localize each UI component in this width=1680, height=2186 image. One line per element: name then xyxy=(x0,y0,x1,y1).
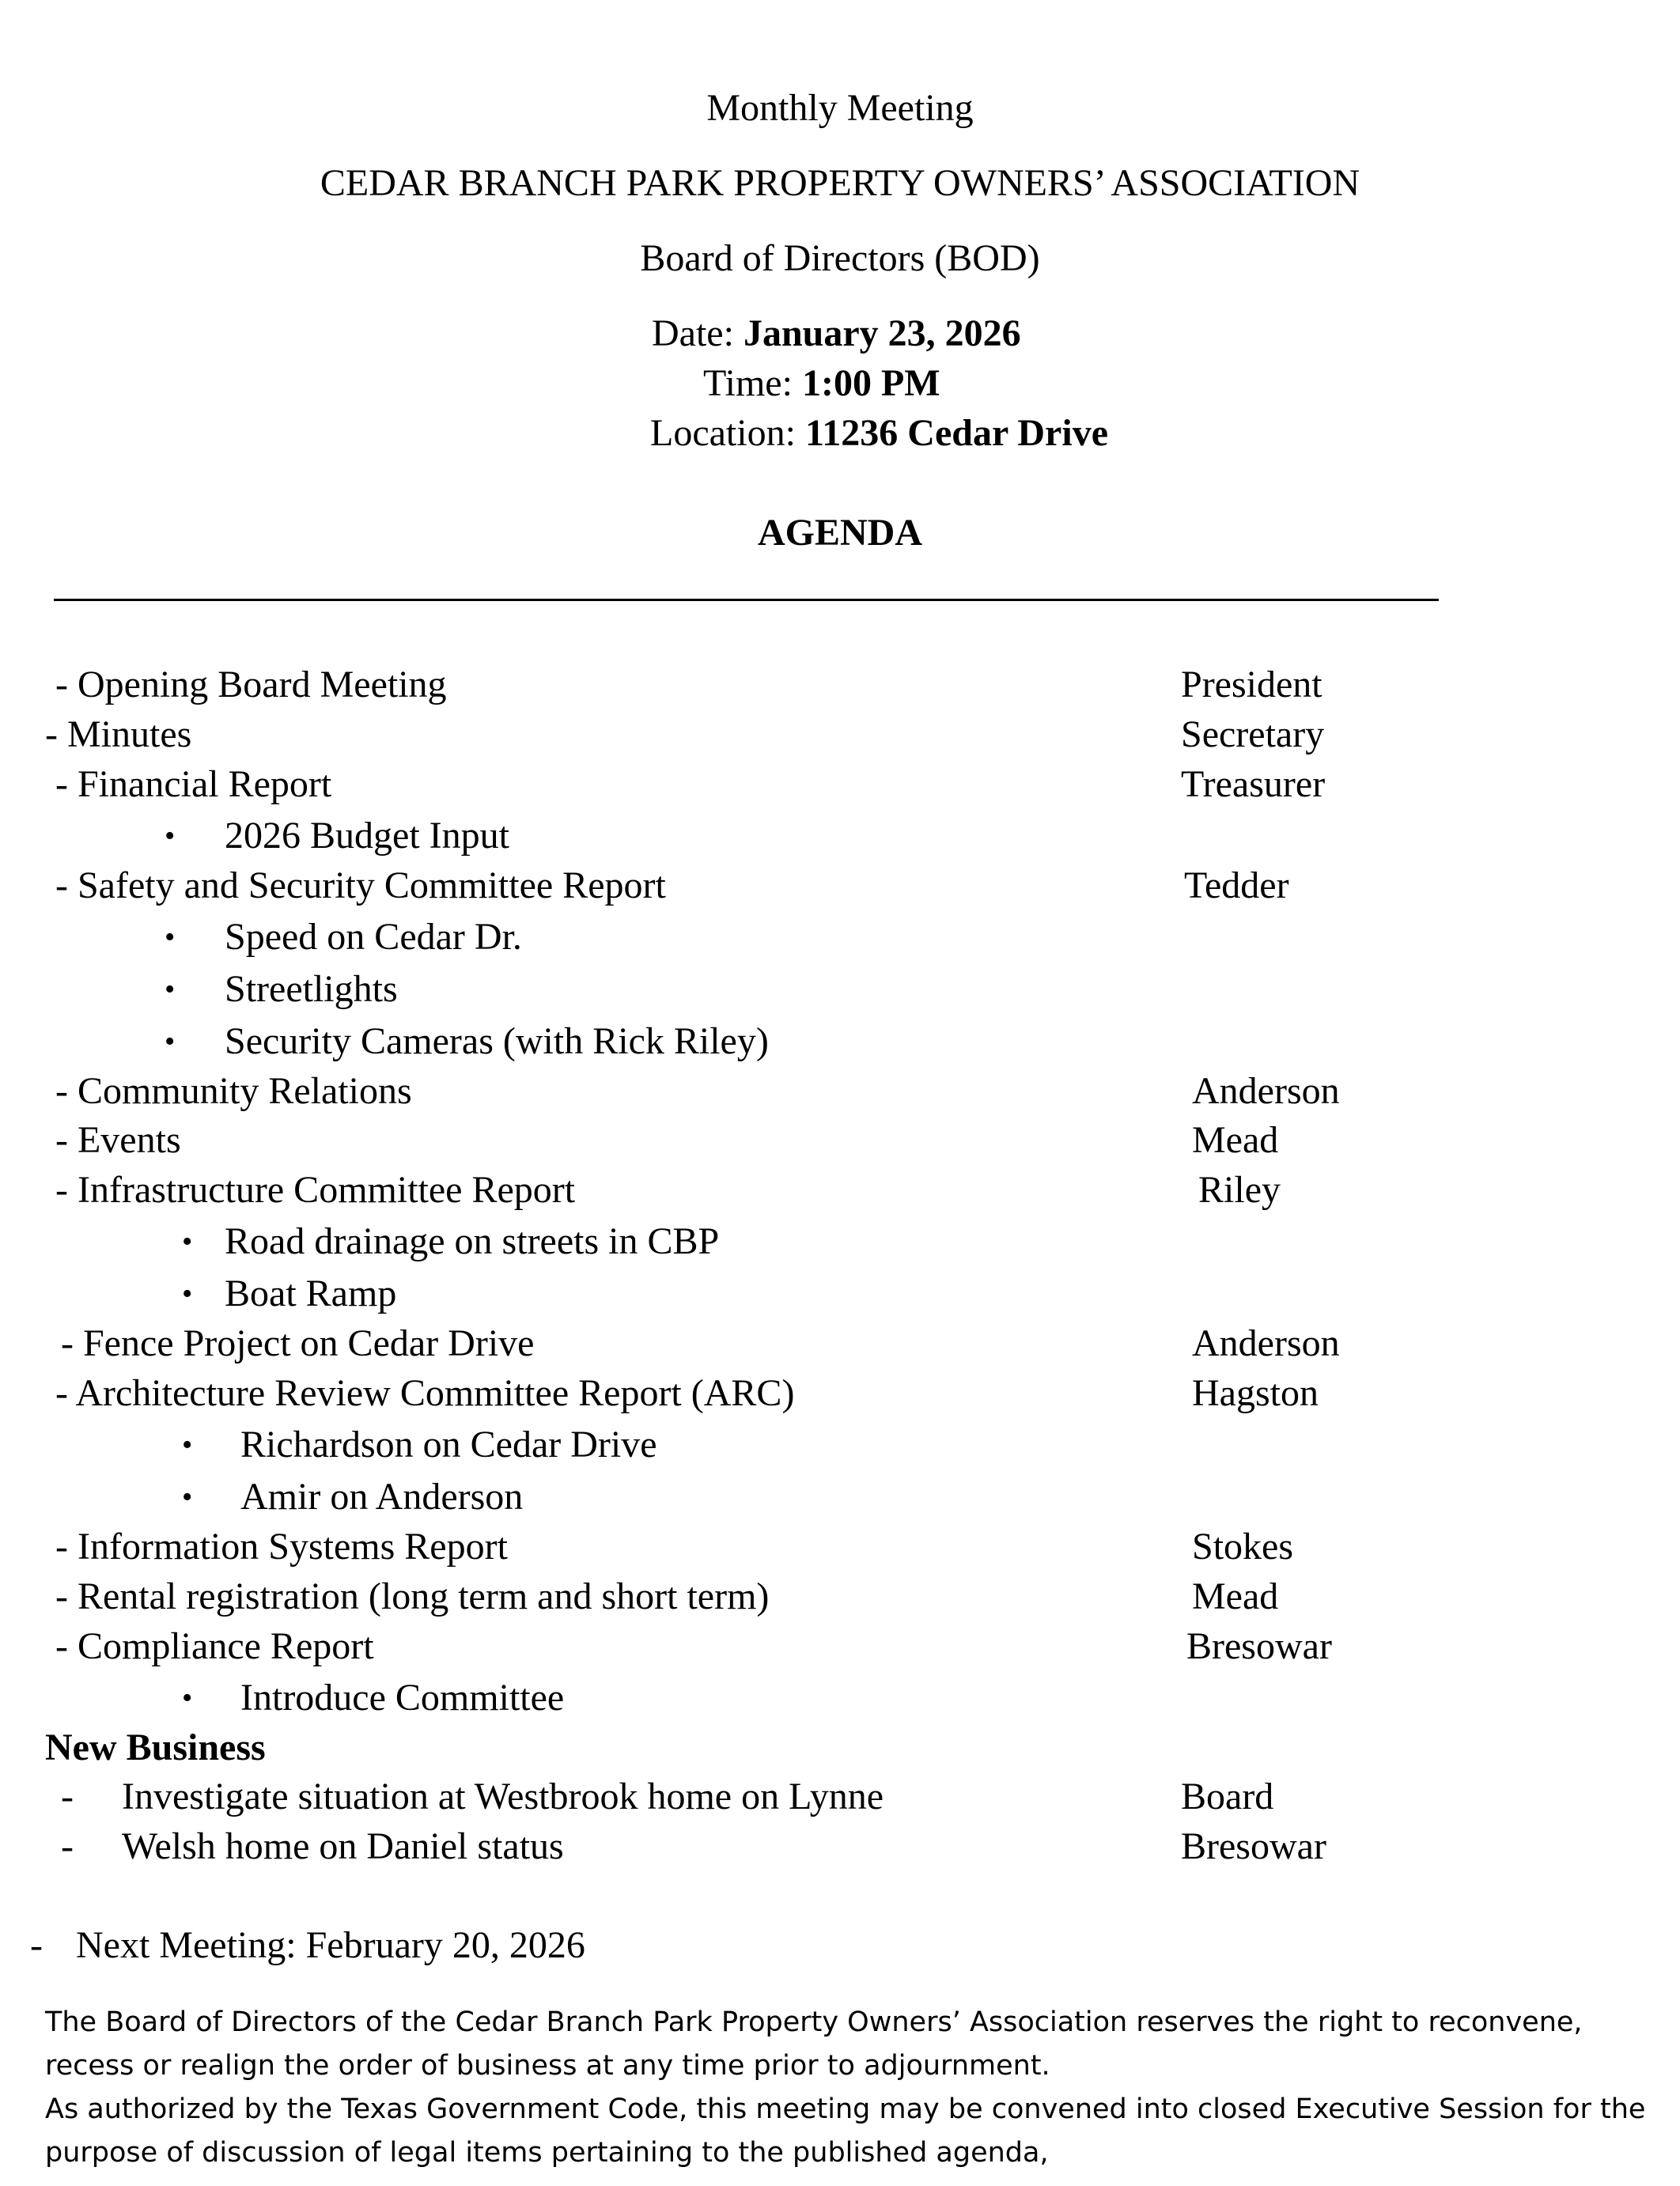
new-business-dash: - xyxy=(61,1825,74,1867)
presenter-welsh: Bresowar xyxy=(1181,1825,1326,1867)
header-divider xyxy=(54,599,1439,601)
sub-item-drainage: Road drainage on streets in CBP xyxy=(225,1220,720,1262)
association-name: CEDAR BRANCH PARK PROPERTY OWNERS’ ASSOCIATION xyxy=(320,162,1360,204)
presenter-events: Mead xyxy=(1192,1119,1279,1161)
bullet-marker: • xyxy=(165,973,176,1006)
meeting-location xyxy=(650,414,1108,452)
new-business-item-westbrook: Investigate situation at Westbrook home on Lynne xyxy=(122,1776,884,1817)
presenter-minutes: Secretary xyxy=(1181,713,1325,755)
sub-item-budget: 2026 Budget Input xyxy=(225,815,509,857)
sub-item-cameras: Security Cameras (with Rick Riley) xyxy=(225,1020,769,1062)
agenda-item-infrastructure: - Infrastructure Committee Report xyxy=(55,1169,576,1211)
bullet-marker: • xyxy=(182,1277,193,1310)
date-value: January 23, 2026 xyxy=(743,312,1021,354)
agenda-item-minutes: - Minutes xyxy=(45,713,192,755)
location-value: 11236 Cedar Drive xyxy=(804,412,1108,454)
bullet-marker: • xyxy=(182,1481,193,1514)
presenter-financial: Treasurer xyxy=(1181,763,1326,805)
bullet-marker: • xyxy=(165,921,176,954)
agenda-item-safety: - Safety and Security Committee Report xyxy=(55,864,666,906)
bullet-marker: • xyxy=(182,1681,193,1715)
bullet-marker: • xyxy=(182,1225,193,1258)
agenda-item-arc: - Architecture Review Committee Report (ARC) xyxy=(55,1372,795,1414)
presenter-westbrook: Board xyxy=(1181,1776,1274,1817)
presenter-safety: Tedder xyxy=(1184,864,1289,906)
new-business-dash: - xyxy=(61,1776,74,1817)
agenda-item-opening: - Opening Board Meeting xyxy=(55,664,447,705)
agenda-item-rental: - Rental registration (long term and short term) xyxy=(55,1575,770,1617)
presenter-compliance: Bresowar xyxy=(1186,1625,1332,1667)
meeting-type: Monthly Meeting xyxy=(706,87,974,129)
presenter-opening: President xyxy=(1181,664,1322,705)
time-label: Time: xyxy=(703,362,802,404)
presenter-fence: Anderson xyxy=(1192,1322,1340,1364)
presenter-rental: Mead xyxy=(1192,1575,1279,1617)
date-label: Date: xyxy=(652,312,744,354)
bullet-marker: • xyxy=(182,1428,193,1462)
notice-reconvene: The Board of Directors of the Cedar Branch Park Property Owners’ Association reserves the right to reconvene, recess or realign the order of business at any time prior to adjournment. xyxy=(45,2006,1583,2082)
next-meeting-dash: - xyxy=(30,1924,43,1966)
agenda-item-fence: - Fence Project on Cedar Drive xyxy=(61,1322,535,1364)
notice-executive-session: As authorized by the Texas Government Code, this meeting may be convened into closed Executive Session for the purpose of discussion of legal items pertaining to the published agenda, xyxy=(45,2093,1646,2169)
agenda-item-info-systems: - Information Systems Report xyxy=(55,1526,508,1568)
sub-item-speed: Speed on Cedar Dr. xyxy=(225,916,522,958)
new-business-title: New Business xyxy=(45,1726,266,1768)
sub-item-streetlights: Streetlights xyxy=(225,968,398,1010)
agenda-item-compliance: - Compliance Report xyxy=(55,1625,374,1667)
meeting-time xyxy=(703,362,940,404)
notice-block xyxy=(45,2001,1659,2175)
sub-item-amir: Amir on Anderson xyxy=(240,1476,524,1518)
agenda-item-community: - Community Relations xyxy=(55,1070,412,1112)
bullet-marker: • xyxy=(165,1025,176,1058)
bullet-marker: • xyxy=(165,819,176,853)
location-label: Location: xyxy=(650,412,805,454)
presenter-infrastructure: Riley xyxy=(1198,1169,1281,1211)
agenda-item-financial: - Financial Report xyxy=(55,763,332,805)
board-title: Board of Directors (BOD) xyxy=(640,237,1040,279)
agenda-title: AGENDA xyxy=(757,512,922,554)
sub-item-introduce: Introduce Committee xyxy=(240,1677,565,1719)
presenter-info-systems: Stokes xyxy=(1192,1526,1294,1568)
sub-item-richardson: Richardson on Cedar Drive xyxy=(240,1424,657,1466)
next-meeting: Next Meeting: February 20, 2026 xyxy=(76,1924,585,1966)
sub-item-boat-ramp: Boat Ramp xyxy=(225,1273,397,1314)
presenter-arc: Hagston xyxy=(1192,1372,1319,1414)
new-business-item-welsh: Welsh home on Daniel status xyxy=(122,1825,564,1867)
meeting-date xyxy=(652,312,1021,354)
presenter-community: Anderson xyxy=(1192,1070,1340,1112)
time-value: 1:00 PM xyxy=(801,362,940,404)
agenda-item-events: - Events xyxy=(55,1119,181,1161)
